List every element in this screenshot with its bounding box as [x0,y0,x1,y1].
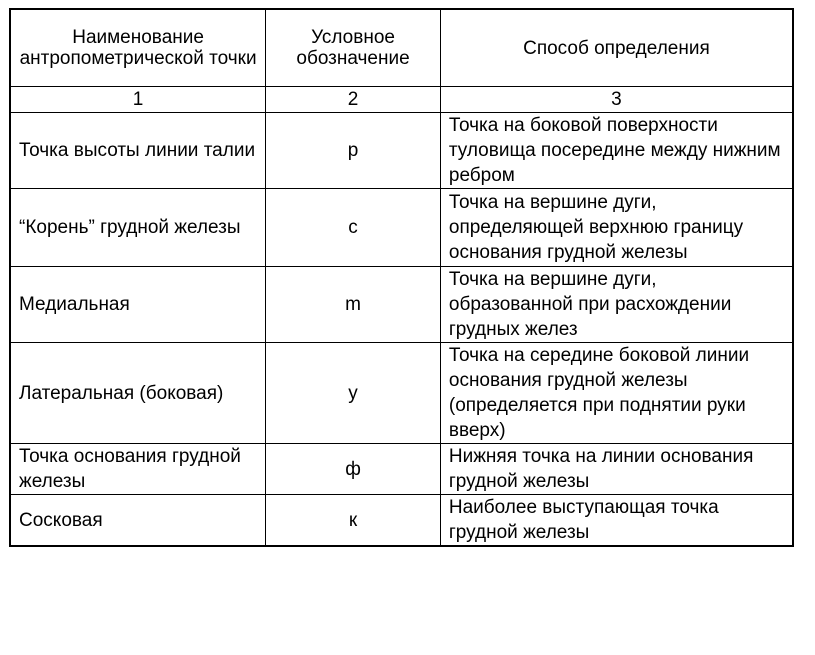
header-row [10,9,793,87]
method-cell: Точка на вершине дуги, определяющей верхнюю границу основания грудной железы [440,189,793,267]
point-name-cell: Точка основания грудной железы [10,444,266,495]
method-cell: Нижняя точка на линии основания грудной железы [440,444,793,495]
symbol-cell: у [266,343,441,444]
symbol-cell: р [266,113,441,189]
point-name-cell: Медиальная [10,267,266,343]
table-row [10,343,793,444]
method-cell: Точка на вершине дуги, образованной при расхождении грудных желез [440,267,793,343]
table-row [10,495,793,547]
column-number: 2 [266,87,441,113]
header-point-name: Наименование антропометрической точки [10,9,266,87]
method-cell: Точка на боковой поверхности туловища посередине между нижним ребром [440,113,793,189]
header-symbol: Условное обозначение [266,9,441,87]
point-name-cell: “Корень” грудной железы [10,189,266,267]
table-row [10,189,793,267]
header-method: Способ определения [440,9,793,87]
symbol-cell: к [266,495,441,547]
table-row [10,113,793,189]
table-row [10,267,793,343]
method-cell: Наиболее выступающая точка грудной железы [440,495,793,547]
column-number-row [10,87,793,113]
column-number: 1 [10,87,266,113]
point-name-cell: Латеральная (боковая) [10,343,266,444]
symbol-cell: ф [266,444,441,495]
table-row [10,444,793,495]
anthropometric-points-table [9,8,794,547]
symbol-cell: с [266,189,441,267]
point-name-cell: Сосковая [10,495,266,547]
symbol-cell: m [266,267,441,343]
column-number: 3 [440,87,793,113]
point-name-cell: Точка высоты линии талии [10,113,266,189]
method-cell: Точка на середине боковой линии основания грудной железы (определяется при поднятии руки вверх) [440,343,793,444]
